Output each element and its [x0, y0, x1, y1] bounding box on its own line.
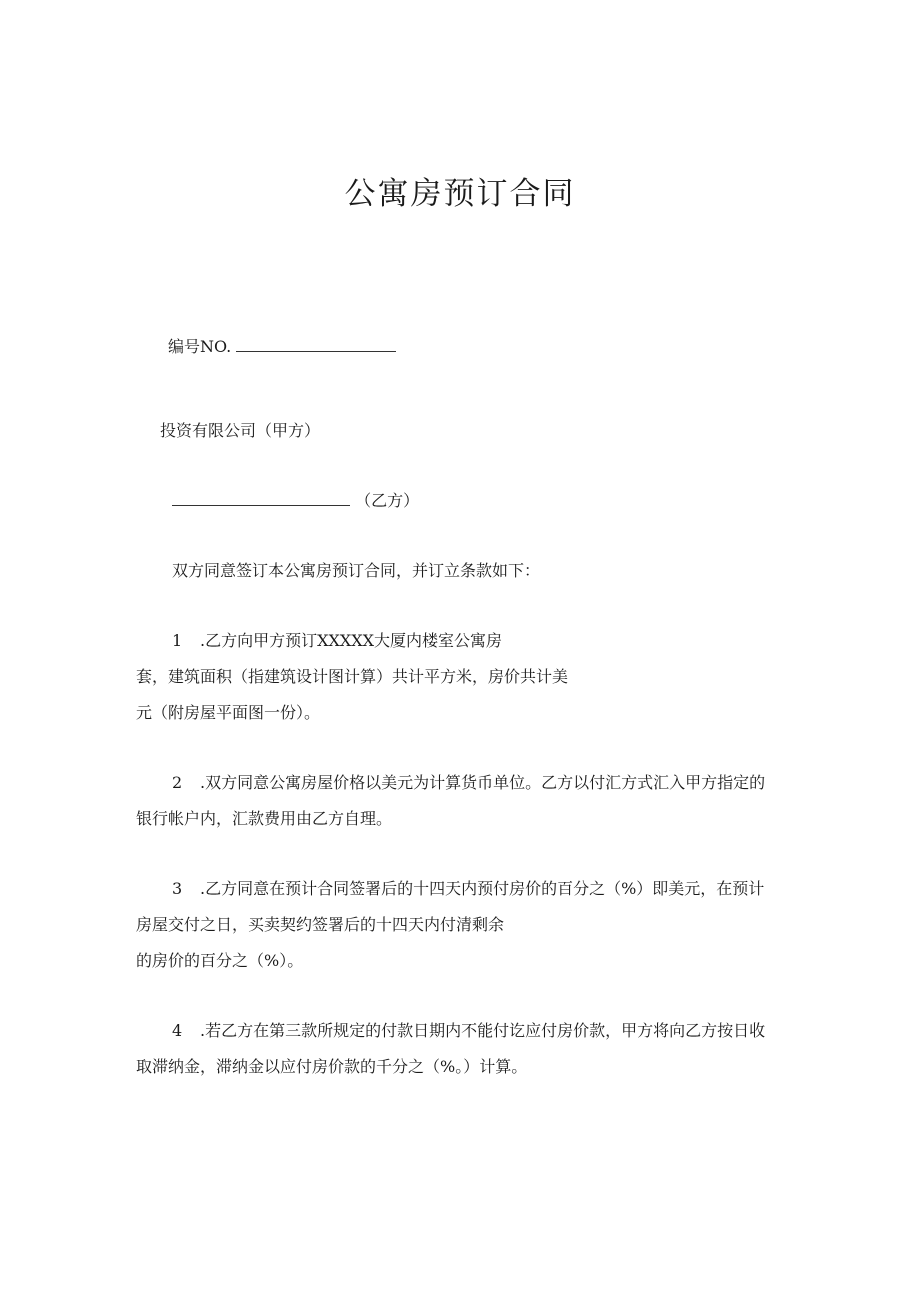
clause-3-line-1: 3 .乙方同意在预计合同签署后的十四天内预付房价的百分之（%）即美元，在预计: [172, 879, 765, 898]
clause-2-number: 2: [172, 773, 183, 792]
clause-2-line-2: 银行帐户内，汇款费用由乙方自理。: [136, 809, 393, 828]
clause-4-line-2: 取滞纳金，滞纳金以应付房价款的千分之（%。）计算。: [136, 1057, 528, 1076]
contract-number-line: [168, 336, 396, 358]
clause-2-line-1: 2 .双方同意公寓房屋价格以美元为计算货币单位。乙方以付汇方式汇入甲方指定的: [172, 773, 766, 792]
clause-4-line-1: 4 .若乙方在第三款所规定的付款日期内不能付讫应付房价款，甲方将向乙方按日收: [172, 1021, 766, 1040]
contract-number-label: 编号NO.: [168, 337, 232, 356]
clause-1-number: 1: [172, 631, 183, 650]
clause-3-number: 3: [172, 879, 183, 898]
party-b-blank: [172, 491, 350, 506]
contract-number-blank: [236, 337, 396, 352]
party-b-line: [172, 490, 419, 512]
clause-1-line-3: 元（附房屋平面图一份）。: [136, 703, 321, 722]
clause-3-line-3: 的房价的百分之（%）。: [136, 951, 304, 970]
party-b-label: （乙方）: [355, 491, 420, 510]
clause-3-line-2: 房屋交付之日，买卖契约签署后的十四天内付清剩余: [136, 915, 505, 934]
clause-1-line-1: 1 .乙方向甲方预订XXXXX大厦内楼室公寓房: [172, 631, 503, 650]
document-title: 公寓房预订合同: [344, 176, 576, 212]
intro-text: 双方同意签订本公寓房预订合同，并订立条款如下：: [172, 561, 541, 580]
clause-1-line-2: 套，建筑面积（指建筑设计图计算）共计平方米，房价共计美: [136, 667, 569, 686]
clause-4-number: 4: [172, 1021, 183, 1040]
party-a-line: 投资有限公司（甲方）: [160, 421, 321, 440]
